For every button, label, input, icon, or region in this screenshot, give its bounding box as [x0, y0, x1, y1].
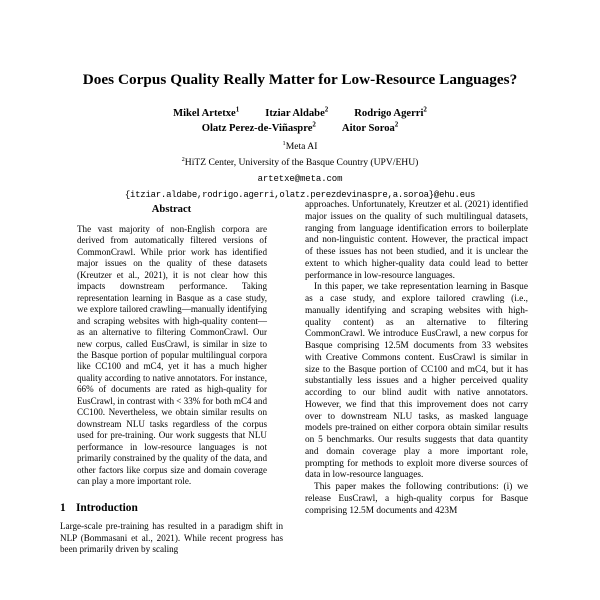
author-affil-marker: 2	[324, 105, 329, 114]
author-name: Mikel Artetxe	[173, 108, 236, 119]
title-block	[0, 0, 600, 203]
author	[202, 121, 316, 136]
affiliation-line-1	[0, 140, 600, 154]
affiliation-text: Meta AI	[285, 140, 318, 152]
body-paragraph: In this paper, we take representation learning in Basque as a case study, and explore tailored crawling (i.e., manually identifying and scraping websites with high-quality content) as an alternative to filtering CommonCrawl. We introduce EusCrawl, a new corpus for Basque comprising 12.5M documents from 33 websites with Creative Commons content. EusCrawl is similar in size to the Basque portion of CC100 and mC4, but it has substantially less issues and a higher perceived quality according to our blind audit with native annotators. However, we find that this improvement does not carry over to downstream NLU tasks, as masked language models pre-trained on either corpora obtain similar results on 5 benchmarks. Our results suggests that data quantity and domain coverage play a more important role, prompting for methods to exploit more diverse sources of data in low-resource languages.	[305, 282, 528, 481]
abstract-paragraph: The vast majority of non-English corpora are derived from automatically filtered versions of CommonCrawl. While prior work has identified major issues on the quality of these datasets (Kreutzer et al., 2021), it is not clear how this impacts downstream performance. Taking representation learning in Basque as a case study, we explore tailored crawling—manually identifying and scraping websites with high-quality content—as an alternative to filtering CommonCrawl. Our new corpus, called EusCrawl, is similar in size to the Basque portion of popular multilingual corpora like CC100 and mC4, yet it has a much higher quality according to native annotators. For instance, 66% of documents are rated as high-quality for EusCrawl, in contrast with < 33% for both mC4 and CC100. Nevertheless, we obtain similar results on downstream NLU tasks regardless of the corpus used for pre-training. Our work suggests that NLU performance in low-resource languages is not primarily constrained by the quality of the data, and other factors like corpus size and domain coverage can play a more important role.	[77, 224, 268, 486]
section-heading-introduction	[60, 502, 283, 514]
body-paragraph: This paper makes the following contributions: (i) we release EusCrawl, a high-quality corpus for Basque comprising 12.5M documents and 423M	[305, 482, 528, 516]
introduction-paragraph: Large-scale pre-training has resulted in a paradigm shift in NLP (Bommasani et al., 2021). While recent progress has been primarily driven by scaling	[60, 521, 283, 555]
author	[265, 106, 328, 121]
affiliation-marker: 2	[181, 156, 185, 164]
email-primary[interactable]: artetxe@meta.com	[257, 173, 343, 184]
affiliation-text: HiTZ Center, University of the Basque Country (UPV/EHU)	[184, 157, 419, 169]
email-group[interactable]: {itziar.aldabe,rodrigo.agerri,olatz.perezdevinaspre,a.soroa}@ehu.eus	[124, 190, 476, 201]
author-affil-marker: 2	[312, 120, 316, 129]
section-number: 1	[60, 502, 66, 515]
column-right	[305, 200, 528, 556]
author-list	[0, 106, 600, 203]
column-left	[60, 200, 283, 556]
section-title: Introduction	[76, 502, 138, 515]
author	[342, 121, 398, 136]
affiliation-marker: 1	[282, 139, 286, 147]
author-row-1	[0, 106, 600, 121]
author-row-2	[0, 121, 600, 136]
abstract-body	[60, 224, 283, 487]
author	[354, 106, 427, 121]
author-affil-marker: 1	[235, 105, 240, 114]
author-name: Itziar Aldabe	[265, 108, 325, 119]
affiliation-line-2	[0, 156, 600, 170]
page-title: Does Corpus Quality Really Matter for Low-Resource Languages?	[82, 71, 518, 88]
author-name: Rodrigo Agerri	[354, 108, 424, 119]
author-affil-marker: 2	[423, 105, 427, 114]
author	[173, 106, 239, 121]
body-paragraph: approaches. Unfortunately, Kreutzer et al. (2021) identified major issues on the quality of such multilingual datasets, ranging from language identification errors to boilerplate and non-linguistic content. However, the practical impact of these issues has not been studied, and it is unclear the extent to which higher-quality data could lead to better performance in low-resource languages.	[305, 200, 528, 281]
body-columns	[0, 200, 600, 556]
author-name: Aitor Soroa	[341, 123, 395, 135]
author-affil-marker: 2	[394, 120, 399, 129]
abstract-heading: Abstract	[151, 204, 192, 215]
author-name: Olatz Perez-de-Viñaspre	[201, 123, 313, 135]
